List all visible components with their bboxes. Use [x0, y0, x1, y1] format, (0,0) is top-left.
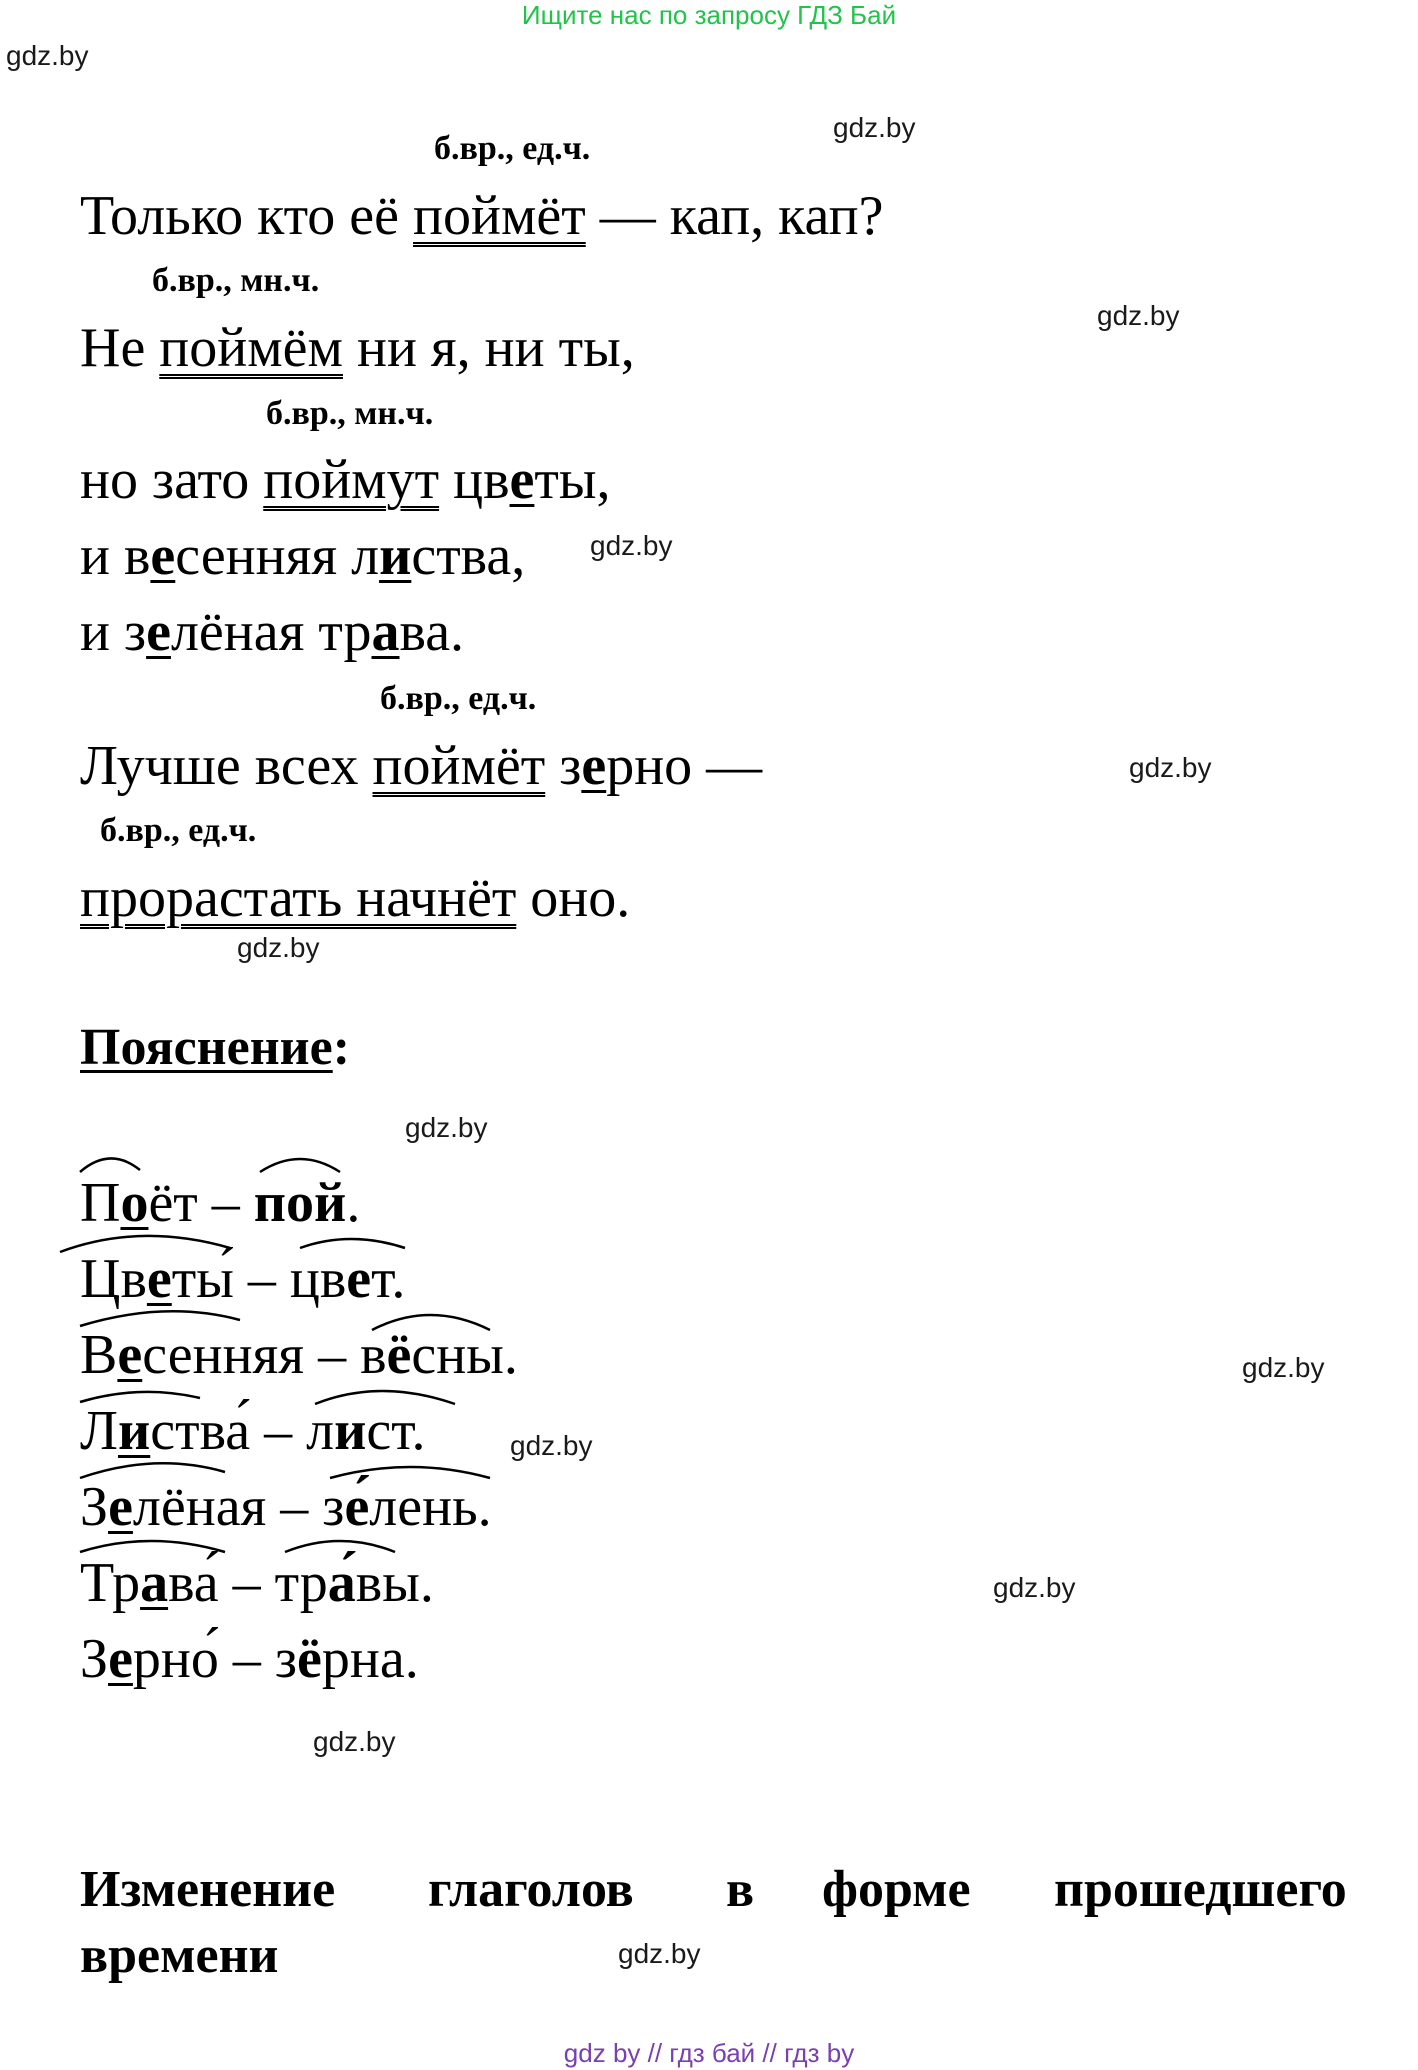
- watermark: gdz.by: [510, 1430, 593, 1461]
- watermark: gdz.by: [993, 1572, 1076, 1603]
- grammar-note: б.вр., ед.ч.: [380, 680, 537, 717]
- watermark: gdz.by: [590, 530, 673, 561]
- watermark: gdz.by: [237, 932, 320, 963]
- verb-predicate: прорастать начнёт: [80, 867, 517, 929]
- text: В: [80, 1324, 118, 1386]
- poem-line-2: [80, 317, 635, 379]
- explanation-heading-text: Пояснение: [80, 1019, 333, 1076]
- text: Л: [80, 1400, 118, 1462]
- text: ёт –: [148, 1172, 254, 1234]
- watermark: gdz.by: [405, 1112, 488, 1143]
- grammar-note: б.вр., мн.ч.: [266, 395, 434, 432]
- watermark: gdz.by: [6, 40, 89, 71]
- explanation-line-4: [80, 1400, 426, 1462]
- root-bold: е: [346, 1248, 372, 1310]
- watermark: gdz.by: [313, 1726, 396, 1757]
- root-bold: пой: [253, 1172, 347, 1234]
- grammar-note: б.вр., ед.ч.: [100, 812, 257, 849]
- root-bold: а́: [327, 1552, 356, 1614]
- explanation-line-5: [80, 1476, 492, 1538]
- vowel-mark: е: [146, 1248, 172, 1310]
- text: Только кто её: [80, 185, 414, 247]
- poem-line-5: [80, 601, 465, 663]
- verb-predicate: поймём: [159, 317, 343, 379]
- text: сенняя – в: [142, 1324, 387, 1386]
- text: з: [545, 735, 582, 797]
- text: т.: [371, 1248, 406, 1310]
- explanation-line-6: [80, 1552, 434, 1614]
- text: ты,: [534, 449, 611, 511]
- poem-line-3: [80, 449, 611, 511]
- section-heading-word: глаголов: [428, 1861, 634, 1918]
- verb-predicate: поймёт: [413, 185, 586, 247]
- text: — кап, кап?: [585, 185, 884, 247]
- vowel-mark: а: [140, 1552, 169, 1614]
- watermark: gdz.by: [1097, 300, 1180, 331]
- root-bold: ё: [386, 1324, 412, 1386]
- root-bold: ё: [297, 1628, 322, 1690]
- poem-line-4: [80, 525, 526, 587]
- section-heading-word: времени: [80, 1927, 279, 1984]
- explanation-heading-colon: :: [332, 1019, 351, 1076]
- vowel-mark: и: [117, 1400, 151, 1462]
- text: лёная – з: [132, 1476, 345, 1538]
- text: .: [346, 1172, 361, 1234]
- watermark: gdz.by: [1242, 1352, 1325, 1383]
- text: Цв: [80, 1248, 147, 1310]
- text: вы.: [355, 1552, 434, 1614]
- text: ни я, ни ты,: [342, 317, 635, 379]
- watermark: gdz.by: [833, 112, 916, 143]
- text: З: [80, 1628, 109, 1690]
- text: рно́ – з: [132, 1628, 298, 1690]
- vowel-mark: е: [150, 525, 176, 587]
- section-heading-word: форме: [822, 1861, 971, 1918]
- text: ва.: [399, 601, 465, 663]
- text: ва́ – тр: [168, 1552, 328, 1614]
- vowel-mark: е: [108, 1628, 133, 1690]
- text: цв: [439, 449, 510, 511]
- vowel-mark: о: [120, 1172, 149, 1234]
- text: ты́ – цв: [171, 1248, 347, 1310]
- text: и в: [80, 525, 151, 587]
- text: Тр: [80, 1552, 141, 1614]
- verb-predicate: поймут: [263, 449, 440, 511]
- text: рна.: [321, 1628, 419, 1690]
- vowel-mark: е: [146, 601, 171, 663]
- text: ства,: [411, 525, 526, 587]
- vowel-mark: е: [117, 1324, 143, 1386]
- explanation-heading: [80, 1018, 350, 1077]
- text: рно —: [606, 735, 763, 797]
- grammar-note: б.вр., ед.ч.: [434, 130, 591, 167]
- vowel-mark: а: [371, 601, 400, 663]
- text: ст.: [366, 1400, 426, 1462]
- text: З: [80, 1476, 109, 1538]
- text: и з: [80, 601, 147, 663]
- grammar-note: б.вр., мн.ч.: [152, 262, 320, 299]
- root-bold: и: [334, 1400, 367, 1462]
- text: лень.: [369, 1476, 492, 1538]
- vowel-mark: е: [108, 1476, 133, 1538]
- text: сны.: [411, 1324, 518, 1386]
- explanation-line-2: [80, 1248, 406, 1310]
- vowel-mark: е: [509, 449, 535, 511]
- explanation-line-7: [80, 1628, 419, 1690]
- text: ства́ – л: [150, 1400, 335, 1462]
- section-heading-word: прошедшего: [1054, 1861, 1347, 1918]
- watermark: gdz.by: [1129, 752, 1212, 783]
- root-bold: е́: [344, 1476, 370, 1538]
- verb-predicate: поймёт: [372, 735, 546, 797]
- text: сенняя л: [175, 525, 380, 587]
- text: но зато: [80, 449, 264, 511]
- section-heading-word: Изменение: [80, 1861, 336, 1918]
- vowel-mark: и: [379, 525, 412, 587]
- watermark: gdz.by: [618, 1938, 701, 1969]
- explanation-line-1: [80, 1172, 361, 1234]
- poem-line-1: [80, 185, 884, 247]
- poem-line-6: [80, 735, 763, 797]
- explanation-line-3: [80, 1324, 518, 1386]
- poem-line-7: [80, 867, 631, 929]
- top-banner[interactable]: Ищите нас по запросу ГДЗ Бай: [521, 0, 897, 30]
- text: Не: [80, 317, 160, 379]
- section-heading-word: в: [726, 1861, 755, 1918]
- bottom-links[interactable]: gdz by // гдз бай // гдз by: [563, 2038, 855, 2068]
- vowel-mark: е: [581, 735, 607, 797]
- text: лёная тр: [170, 601, 372, 663]
- text: оно.: [516, 867, 631, 929]
- text: П: [80, 1172, 121, 1234]
- text: Лучше всех: [80, 735, 373, 797]
